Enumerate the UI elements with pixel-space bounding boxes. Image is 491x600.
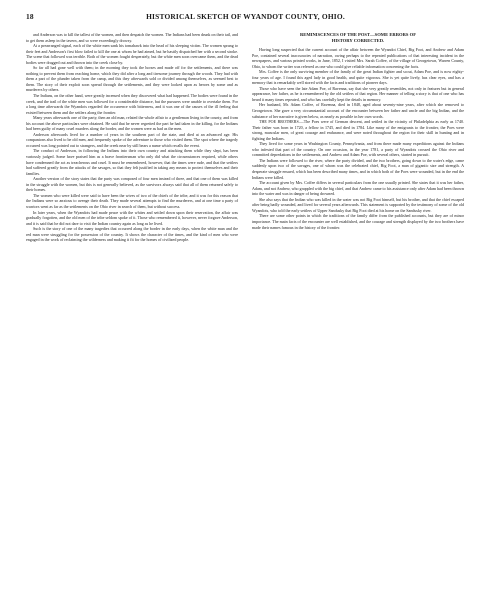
- paragraph: and Anderson was to kill the tallest of the women, and then despatch the women. The Indians had been drunk on their tail, and to get them asleep in the tavern, and so were exceedingly drowsy.: [26, 32, 238, 43]
- paragraph: Mrs. Coffee is the only surviving member of the family of the great Indian fighter and scout, Adam Poe, and is now eighty-four years of age. I found this aged lady in good health, and quite vigorous. She is yet quite lively, has clear eyes, and has a memory that is remarkably well stored with the facts and traditions of pioneer days.: [252, 69, 464, 86]
- paragraph: The women who were killed were said to have been the wives of two of the chiefs of the tribe, and it was for this reason that the Indians were so anxious to avenge their death. They made several attempts to find the murderers, and at one time a party of warriors went as far as the settlements on the Ohio river in search of them, but without success.: [26, 192, 238, 209]
- paragraph: The Indians, on the other hand, were greatly incensed when they discovered what had happened. The bodies were found in the creek, and the trail of the white men was followed for a considerable distance, but the pursuers were unable to overtake them. For a long time afterwards the Wyandots regarded the occurrence with bitterness, and it was one of the causes of the ill feeling that existed between them and the settlers along the frontier.: [26, 93, 238, 115]
- page-number: 18: [26, 12, 34, 21]
- paragraph: At a prearranged signal, each of the white men sank his tomahawk into the head of his sleeping victim. The women sprang to their feet and Anderson's first blow failed to kill the one at whom he had aimed, but he hastily dispatched her with a second stroke. The scene that followed was terrible. Both of the women fought desperately, but the white men soon overcame them, and the dead bodies were dragged out and thrown into the creek close by.: [26, 43, 238, 65]
- paragraph: They lived for some years in Washington County, Pennsylvania, and from there made many expeditions against the Indians who infested that part of the country. On one occasion, in the year 1781, a party of Wyandots crossed the Ohio river and committed depredations in the settlements, and Andrew and Adam Poe, with several others, started in pursuit.: [252, 141, 464, 158]
- section-heading-line: HISTORY CORRECTED.: [331, 38, 385, 43]
- paragraph: Her husband, Mr. Adam Coffee, of Ravenna, died in 1848, aged about seventy-nine years, after which she removed to Georgetown. She gave a very circumstantial account of the encounter between her father and uncle and the big Indian, and the substance of her narrative is given below, as nearly as possible in her own words.: [252, 102, 464, 119]
- paragraph: So far all had gone well with them; in the morning they took the horses and made off for the settlements, and there was nothing to prevent them from reaching home, which they did after a long and tiresome journey through the woods. They had with them a part of the plunder taken from the camp, and this they afterwards sold or divided among themselves, as seemed best to them. The story of their exploit soon spread through the settlements, and they were looked upon as heroes by some and as murderers by others.: [26, 65, 238, 93]
- paragraph: There are some other points in which the traditions of the family differ from the published accounts, but they are of minor importance. The main facts of the encounter are well established, and the courage and strength displayed by the two brothers have made their names famous in the history of the frontier.: [252, 213, 464, 230]
- paragraph: Many years afterwards one of the party, then an old man, related the whole affair to a gentleman living in the county, and from his account the above particulars were obtained. He said that he never regretted the part he had taken in the killing, for the Indians had been guilty of many cruel murders along the border, and the women were as bad as the men.: [26, 115, 238, 132]
- section-heading-line: REMINISCENCES OF THE POST—SOME ERRORS OF: [299, 32, 416, 37]
- paragraph: Another version of the story states that the party was composed of four men instead of three, and that one of them was killed in the struggle with the women, but this is not generally believed, as the survivors always said that all of them returned safely to their homes.: [26, 176, 238, 193]
- paragraph: Having long suspected that the current account of the affair between the Wyandot Chief, Big Foot, and Andrew and Adam Poe, contained several inaccuracies of narration, owing perhaps to the repeated publications of that interesting incident in the newspapers, and various printed works, in June, 1852, I visited Mrs. Sarah Coffee, of the village of Georgetown, Warren County, Ohio, to whom the writer was referred as one who could give reliable information concerning the facts.: [252, 47, 464, 69]
- paragraph: She also says that the Indian who was killed in the water was not Big Foot himself, but his brother, and that the chief escaped after being badly wounded, and lived for several years afterwards. This statement is supported by the testimony of some of the old Wyandots, who told the early settlers of Upper Sandusky that Big Foot died at his home on the Sandusky river.: [252, 196, 464, 213]
- paragraph: The account given by Mrs. Coffee differs in several particulars from the one usually printed. She states that it was her father, Adam, and not Andrew, who grappled with the big chief, and that Andrew came to his assistance only after Adam had been thrown into the water and was in danger of being drowned.: [252, 180, 464, 197]
- paragraph: Such is the story of one of the many tragedies that occurred along the border in the early days, when the white man and the red man were struggling for the possession of the country. It shows the character of the times, and the kind of men who were engaged in the work of reclaiming the wilderness and making it fit for the homes of civilized people.: [26, 226, 238, 243]
- left-column: [26, 32, 238, 592]
- paragraph: The Indians were followed to the river, where the party divided, and the two brothers, going down to the water's edge, came suddenly upon two of the savages, one of whom was the celebrated chief, Big Foot, a man of gigantic size and strength. A desperate struggle ensued, which has been described many times, and in which both of the Poes were wounded, but in the end the Indians were killed.: [252, 157, 464, 180]
- paragraph: Those who have seen the late Adam Poe, of Ravenna, say that she very greatly resembles, not only in features but in general appearance, her father, as he is remembered by the old settlers of that region. Her manner of telling a story is that of one who has heard it many times repeated, and who has carefully kept the details in memory.: [252, 85, 464, 102]
- running-title: HISTORICAL SKETCH OF WYANDOT COUNTY, OHIO.: [146, 12, 345, 21]
- paragraph: Anderson afterwards lived for a number of years in the southern part of the state, and died at an advanced age. His companions also lived to be old men, and frequently spoke of the adventure to those who visited them. The spot where the tragedy occurred was long pointed out to strangers, and the creek near by still bears a name which recalls the event.: [26, 131, 238, 148]
- section-heading: [252, 32, 464, 44]
- right-column: [252, 32, 464, 592]
- paragraph: The conduct of Anderson, in following the Indians into their own country and attacking them while they slept, has been variously judged. Some have praised him as a brave frontiersman who only did what the circumstances required, while others have condemned the act as treacherous and cruel. It must be remembered, however, that the times were rude, and that the settlers had suffered greatly from the attacks of the savages, so that they felt justified in taking any means to protect themselves and their families.: [26, 148, 238, 176]
- page-header: [26, 12, 465, 24]
- paragraph: THE POE BROTHERS.—The Poes were of German descent, and settled in the vicinity of Philadelphia as early as 1740. Their father was born in 1720, a fellow in 1745, and died in 1784. Like many of the emigrants to the frontier, the Poes were strong, muscular men, of great courage and endurance, and were noted throughout the region for their skill in hunting and in fighting the Indians.: [252, 119, 464, 141]
- paragraph: In later years, when the Wyandots had made peace with the whites and settled down upon their reservation, the affair was gradually forgotten, and the old men of the tribe seldom spoke of it. Those who remembered it, however, never forgave Anderson, and it is said that he did not dare to visit the Indian country again as long as he lived.: [26, 209, 238, 226]
